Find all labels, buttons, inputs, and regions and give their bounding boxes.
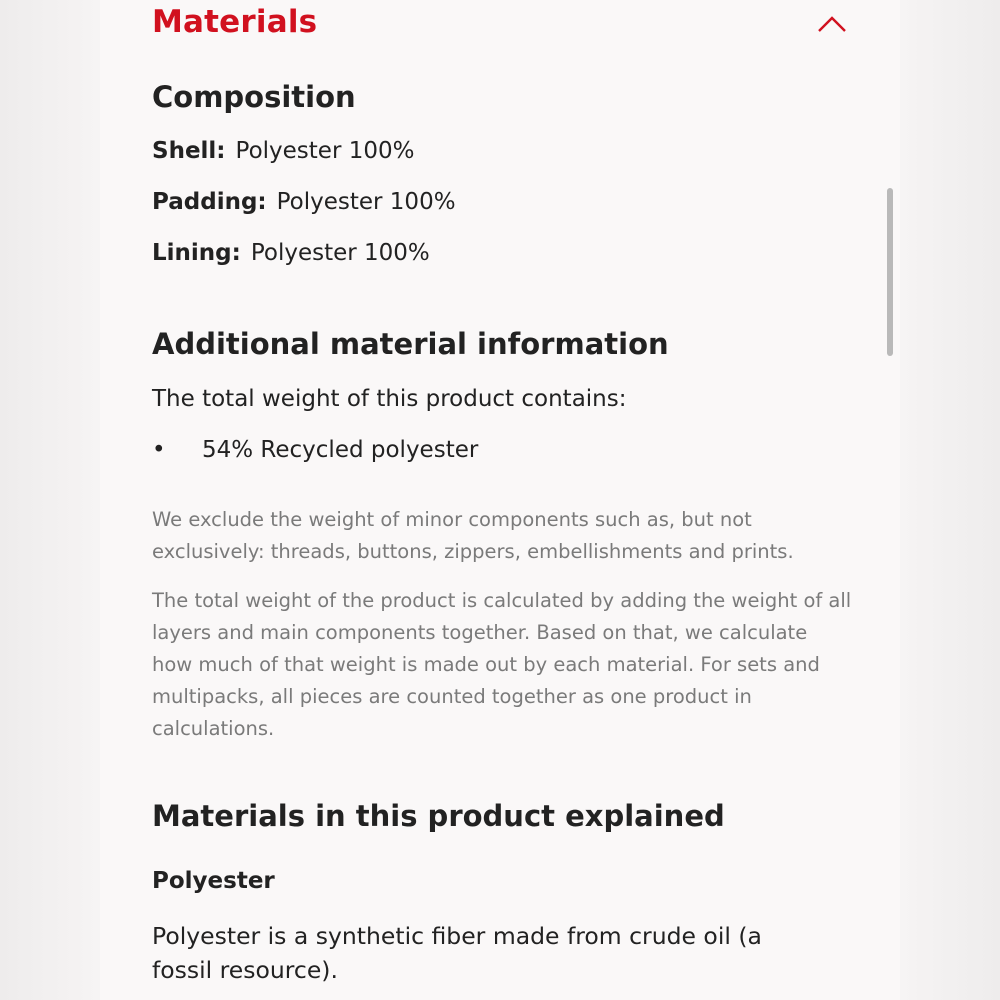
materials-panel [100, 0, 900, 1000]
bullet-icon: • [152, 437, 166, 463]
composition-key: Padding: [152, 189, 267, 215]
composition-row-lining [152, 240, 430, 266]
section-title: Materials [152, 4, 318, 40]
composition-key: Shell: [152, 138, 226, 164]
composition-row-shell [152, 138, 414, 164]
material-name: Polyester [152, 868, 275, 894]
list-item [152, 437, 478, 463]
composition-row-padding [152, 189, 456, 215]
additional-info-intro: The total weight of this product contains: [152, 386, 627, 412]
chevron-up-icon[interactable] [816, 12, 848, 34]
materials-accordion-header[interactable] [152, 4, 852, 48]
composition-value: Polyester 100% [276, 189, 456, 215]
scrollbar[interactable] [887, 188, 893, 356]
exclusion-note: We exclude the weight of minor components such as, but not exclusively: threads, buttons, zippers, embellishments and prints. [152, 508, 794, 563]
material-description: Polyester is a synthetic fiber made from crude oil (a fossil resource). [152, 922, 762, 984]
composition-heading: Composition [152, 80, 356, 114]
composition-key: Lining: [152, 240, 241, 266]
materials-explained-heading: Materials in this product explained [152, 799, 725, 833]
list-item-text: 54% Recycled polyester [202, 437, 479, 463]
composition-value: Polyester 100% [235, 138, 415, 164]
additional-info-heading: Additional material information [152, 327, 669, 361]
composition-value: Polyester 100% [250, 240, 430, 266]
calculation-note: The total weight of the product is calculated by adding the weight of all layers and main components together. Based on that, we calculate how much of that weight is made out by each material. For sets and multipacks, all pieces are counted together as one product in calculations. [152, 589, 852, 740]
